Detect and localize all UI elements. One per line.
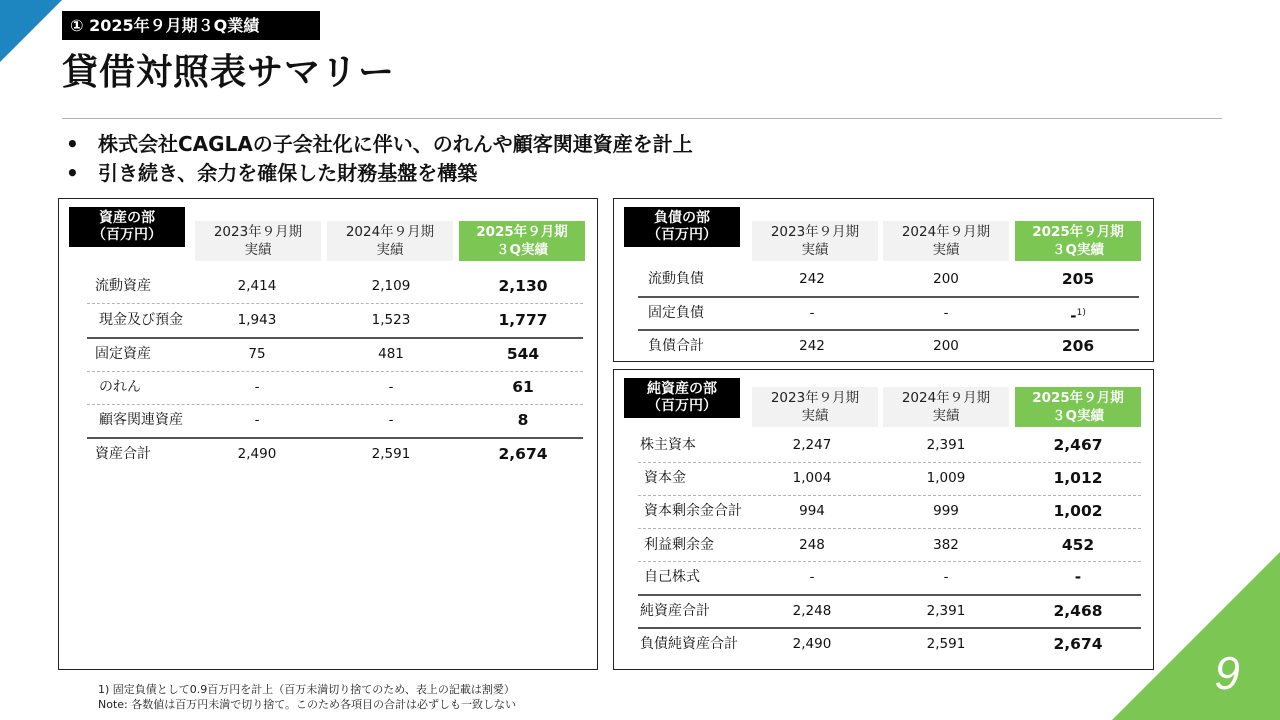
column-header-2023: 2023年９月期 実績 xyxy=(752,387,878,427)
table-row xyxy=(59,338,599,371)
value-2023: 2,490 xyxy=(792,636,832,652)
value-2025-3q: 206 xyxy=(1061,337,1095,355)
table-row xyxy=(59,304,599,337)
page-number: 9 xyxy=(1214,647,1240,699)
column-header-2024: 2024年９月期 実績 xyxy=(883,387,1009,427)
table-row xyxy=(614,628,1155,661)
row-label: 資産合計 xyxy=(95,446,151,462)
page-title: 貸借対照表サマリー xyxy=(62,52,396,93)
column-header-2023: 2023年９月期 実績 xyxy=(752,221,878,261)
table-row xyxy=(614,561,1155,594)
section-label: ① 2025年９月期３Q業績 xyxy=(62,11,320,40)
footnote-line: Note: 各数値は百万円未満で切り捨て。このため各項目の合計は必ずしも一致しない xyxy=(98,698,517,711)
value-2025-3q: 2,467 xyxy=(1053,436,1103,454)
value-2024: - xyxy=(943,305,949,321)
assets-panel-label: 資産の部 （百万円） xyxy=(69,207,185,247)
liabilities-panel xyxy=(613,198,1154,362)
value-2024: 1,523 xyxy=(371,312,411,328)
column-header-2024: 2024年９月期 実績 xyxy=(327,221,453,261)
value-2025-3q: 2,674 xyxy=(1053,635,1103,653)
value-2024: 999 xyxy=(933,503,959,519)
table-row xyxy=(59,404,599,437)
value-2024: 1,009 xyxy=(926,470,966,486)
row-label: 流動負債 xyxy=(648,271,704,287)
value-2024: - xyxy=(388,379,394,395)
table-row xyxy=(614,263,1155,296)
value-2025-3q: 1,002 xyxy=(1053,502,1103,520)
column-header-2025-3q: 2025年９月期 ３Q実績 xyxy=(1015,221,1141,261)
value-2023: 242 xyxy=(799,271,825,287)
value-2025-3q: -$^{1)}$ xyxy=(1070,307,1086,326)
table-row xyxy=(59,438,599,471)
row-label: のれん xyxy=(99,379,141,395)
summary-bullets xyxy=(66,130,693,188)
value-2024: 2,391 xyxy=(926,603,966,619)
value-2024: 2,591 xyxy=(371,446,411,462)
table-row xyxy=(59,270,599,303)
table-row xyxy=(614,529,1155,562)
value-2024: 2,391 xyxy=(926,437,966,453)
value-2023: 1,943 xyxy=(237,312,277,328)
title-divider xyxy=(62,118,1222,119)
row-label: 顧客関連資産 xyxy=(99,412,183,428)
row-label: 自己株式 xyxy=(644,569,700,585)
column-header-2025-3q: 2025年９月期 ３Q実績 xyxy=(1015,387,1141,427)
value-2025-3q: 2,674 xyxy=(498,445,548,463)
value-2024: 2,109 xyxy=(371,278,411,294)
value-2024: - xyxy=(943,569,949,585)
assets-panel xyxy=(58,198,598,670)
value-2024: 382 xyxy=(933,537,959,553)
value-2025-3q: - xyxy=(1074,568,1082,586)
row-label: 株主資本 xyxy=(640,437,696,453)
value-2023: 2,414 xyxy=(237,278,277,294)
value-2024: 2,591 xyxy=(926,636,966,652)
net-assets-panel xyxy=(613,369,1154,670)
row-label: 利益剰余金 xyxy=(644,537,714,553)
value-2023: 242 xyxy=(799,338,825,354)
value-2025-3q: 544 xyxy=(506,345,540,363)
net-assets-panel-label: 純資産の部 （百万円） xyxy=(624,378,740,418)
table-row xyxy=(614,495,1155,528)
footnote-line: 1) 固定負債として0.9百万円を計上（百万未満切り捨てのため、表上の記載は割愛） xyxy=(98,683,515,696)
bullet-item: • 株式会社CAGLAの子会社化に伴い、のれんや顧客関連資産を計上 xyxy=(66,132,693,156)
table-row xyxy=(614,462,1155,495)
row-label: 負債合計 xyxy=(648,338,704,354)
value-2023: 2,247 xyxy=(792,437,832,453)
value-2024: 481 xyxy=(378,346,404,362)
value-2025-3q: 2,468 xyxy=(1053,602,1103,620)
table-row xyxy=(614,595,1155,628)
value-2025-3q: 1,012 xyxy=(1053,469,1103,487)
row-label: 流動資産 xyxy=(95,278,151,294)
value-2023: 994 xyxy=(799,503,825,519)
value-2023: 2,490 xyxy=(237,446,277,462)
value-2023: - xyxy=(809,305,815,321)
value-2025-3q: 452 xyxy=(1061,536,1095,554)
value-2024: 200 xyxy=(933,271,959,287)
value-2023: 2,248 xyxy=(792,603,832,619)
row-label: 固定資産 xyxy=(95,346,151,362)
value-2023: - xyxy=(254,379,260,395)
value-2024: - xyxy=(388,412,394,428)
value-2025-3q: 8 xyxy=(517,411,529,429)
value-2025-3q: 205 xyxy=(1061,270,1095,288)
footnotes xyxy=(98,682,516,712)
row-label: 現金及び預金 xyxy=(99,312,183,328)
value-2023: 1,004 xyxy=(792,470,832,486)
bullet-item: • 引き続き、余力を確保した財務基盤を構築 xyxy=(66,161,478,185)
table-row xyxy=(614,297,1155,330)
row-label: 負債純資産合計 xyxy=(640,636,738,652)
column-header-2025-3q: 2025年９月期 ３Q実績 xyxy=(459,221,585,261)
value-2023: - xyxy=(254,412,260,428)
value-2025-3q: 61 xyxy=(512,378,534,396)
value-2023: 75 xyxy=(248,346,266,362)
row-label: 純資産合計 xyxy=(640,603,710,619)
value-2025-3q: 1,777 xyxy=(498,311,548,329)
row-label: 固定負債 xyxy=(648,305,704,321)
corner-decoration-top-left xyxy=(0,0,62,62)
row-label: 資本金 xyxy=(644,470,686,486)
value-2024: 200 xyxy=(933,338,959,354)
table-row xyxy=(59,371,599,404)
column-header-2024: 2024年９月期 実績 xyxy=(883,221,1009,261)
table-row xyxy=(614,330,1155,363)
liabilities-panel-label: 負債の部 （百万円） xyxy=(624,207,740,247)
value-2025-3q: 2,130 xyxy=(498,277,548,295)
column-header-2023: 2023年９月期 実績 xyxy=(195,221,321,261)
footnote-mark: 1) xyxy=(1076,308,1086,318)
value-2023: - xyxy=(809,569,815,585)
row-label: 資本剰余金合計 xyxy=(644,503,742,519)
value-2023: 248 xyxy=(799,537,825,553)
table-row xyxy=(614,429,1155,462)
